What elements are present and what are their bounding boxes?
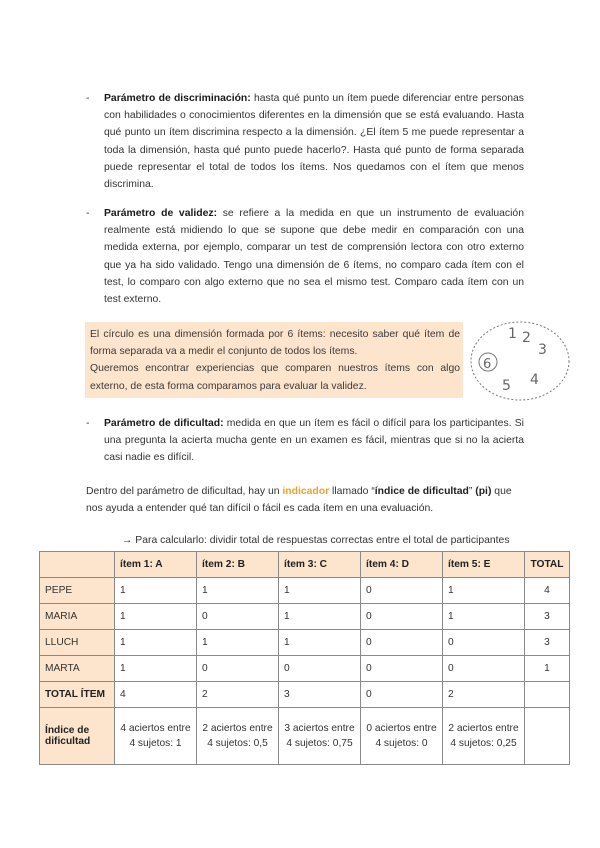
table-row (40, 656, 570, 682)
difficulty-index-row (40, 708, 570, 765)
sketch-number: 6 (483, 357, 492, 372)
bullet-dash: - (86, 418, 90, 429)
row-label: PEPE (40, 578, 115, 604)
header-cell: ítem 3: C (279, 552, 361, 578)
dimension-circle-sketch (468, 318, 572, 404)
bullet-title: Parámetro de dificultad: (104, 418, 224, 429)
bullet-dash: - (86, 93, 90, 104)
row-label: MARTA (40, 656, 115, 682)
table-row (40, 578, 570, 604)
sketch-number: 1 (508, 326, 517, 342)
header-cell: ítem 4: D (361, 552, 443, 578)
highlight-line-2: Queremos encontrar experiencias que comparen nuestros ítems con algo externo, de esta forma comparamos para evaluar la validez. (90, 363, 460, 392)
header-cell: ítem 5: E (443, 552, 525, 578)
table-row (40, 630, 570, 656)
bullet-text: hasta qué punto un ítem puede diferenciar entre personas con habilidades o conocimientos diferentes en la dimensión que se está evaluando. Hasta qué punto un ítem discrimina respecto a la dimensión. ¿El ítem 5 me puede representar a toda la dimensión, hasta qué punto puede hacerlo?. Hasta qué punto de forma separada puede representar el total de todos los ítems. Nos quedamos con el ítem que menos discrimina. (104, 93, 525, 191)
table-cell: 1 (197, 578, 279, 604)
row-label: TOTAL ÍTEM (40, 682, 115, 708)
bullet-difficulty (86, 415, 524, 467)
intro-text: llamado “ (329, 486, 375, 497)
pi-term: (pi) (475, 486, 492, 497)
sketch-number: 2 (522, 330, 531, 346)
bullet-dash: - (86, 208, 90, 219)
table-cell: 3 aciertos entre 4 sujetos: 0,75 (279, 708, 361, 765)
difficulty-index-term: índice de dificultad (374, 486, 469, 497)
table-cell: 0 aciertos entre 4 sujetos: 0 (361, 708, 443, 765)
table-cell: 1 (443, 604, 525, 630)
table-cell: 2 aciertos entre 4 sujetos: 0,25 (443, 708, 525, 765)
header-cell (40, 552, 115, 578)
table-cell: 0 (361, 682, 443, 708)
table-cell: 2 (197, 682, 279, 708)
total-cell: 3 (525, 604, 570, 630)
table-cell: 0 (443, 656, 525, 682)
table-cell: 0 (279, 656, 361, 682)
table-cell: 4 (115, 682, 197, 708)
highlight-line-1: El círculo es una dimensión formada por 6 ítems: necesito saber qué ítem de forma separada va a medir el conjunto de todos los ítems. (90, 329, 460, 358)
total-cell (525, 708, 570, 765)
total-item-row (40, 682, 570, 708)
intro-text: que nos ayuda a entender qué tan difícil o fácil es cada ítem en una evaluación. (86, 486, 512, 515)
bullet-title: Parámetro de discriminación: (104, 93, 251, 104)
total-cell (525, 682, 570, 708)
header-cell: ítem 1: A (115, 552, 197, 578)
indicator-highlight: indicador (282, 486, 330, 497)
table-cell: 4 aciertos entre 4 sujetos: 1 (115, 708, 197, 765)
header-cell: ítem 2: B (197, 552, 279, 578)
table-cell: 1 (115, 630, 197, 656)
difficulty-intro (86, 483, 526, 517)
table-row (40, 604, 570, 630)
bullet-text: medida en que un ítem es fácil o difícil para los participantes. Si una pregunta la acierta mucha gente en un examen es fácil, mientras que si no la acierta casi nadie es difícil. (104, 418, 524, 464)
table-header-row (40, 552, 570, 578)
bullet-title: Parámetro de validez: (104, 208, 218, 219)
highlight-note (90, 326, 460, 395)
table-cell: 0 (197, 604, 279, 630)
table-cell: 1 (443, 578, 525, 604)
table-cell: 0 (361, 630, 443, 656)
table-cell: 1 (115, 656, 197, 682)
table-cell: 3 (279, 682, 361, 708)
sketch-number: 3 (538, 342, 547, 358)
row-label: Índice de dificultad (40, 708, 115, 765)
difficulty-table (39, 551, 570, 765)
bullet-discrimination (86, 90, 525, 193)
bullet-text: se refiere a la medida en que un instrumento de evaluación realmente está midiendo lo que se supone que debe medir en comparación con una medida externa, por ejemplo, comparar un test de comprensión lectora con otro externo que ya ha sido validado. Tengo una dimensión de 6 ítems, no comparo cada ítem con el test, lo comparo con algo externo que no sea el mismo test. Comparo cada ítem con un test externo. (104, 208, 524, 306)
header-cell: TOTAL (525, 552, 570, 578)
table-cell: 1 (197, 630, 279, 656)
table-cell: 2 (443, 682, 525, 708)
table-cell: 1 (279, 630, 361, 656)
table-cell: 0 (197, 656, 279, 682)
table-cell: 0 (361, 656, 443, 682)
table-cell: 1 (115, 604, 197, 630)
intro-text: Dentro del parámetro de dificultad, hay un (86, 486, 283, 497)
row-label: MARIA (40, 604, 115, 630)
row-label: LLUCH (40, 630, 115, 656)
table-cell: 2 aciertos entre 4 sujetos: 0,5 (197, 708, 279, 765)
table-cell: 0 (443, 630, 525, 656)
total-cell: 4 (525, 578, 570, 604)
table-cell: 1 (279, 578, 361, 604)
table-cell: 0 (361, 578, 443, 604)
sketch-number: 5 (502, 378, 511, 394)
total-cell: 1 (525, 656, 570, 682)
bullet-validity (86, 205, 524, 308)
total-cell: 3 (525, 630, 570, 656)
calculation-note: → Para calcularlo: dividir total de respuestas correctas entre el total de participantes (122, 535, 510, 546)
table-cell: 0 (361, 604, 443, 630)
table-cell: 1 (279, 604, 361, 630)
table-cell: 1 (115, 578, 197, 604)
intro-text: ” (468, 486, 476, 497)
sketch-number: 4 (530, 372, 539, 388)
